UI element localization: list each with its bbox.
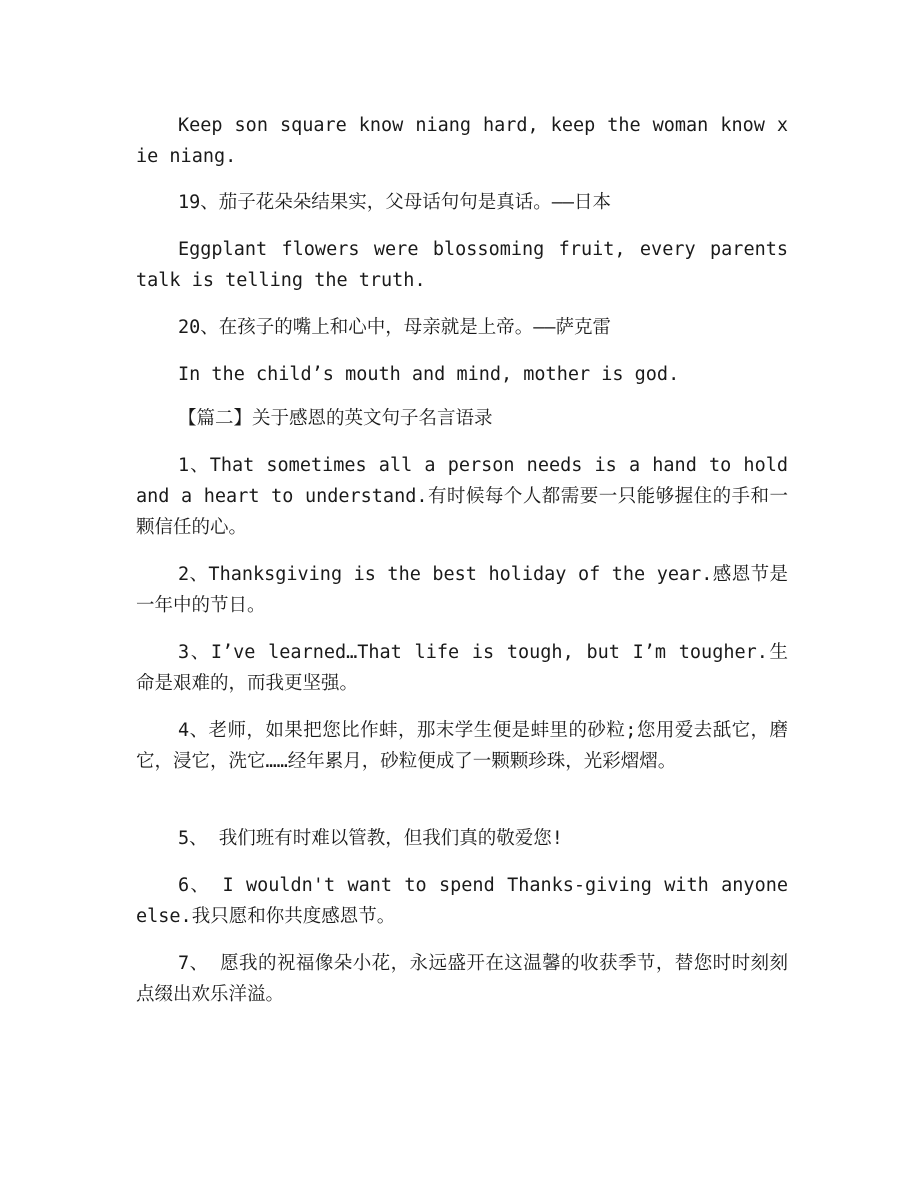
paragraph-quote-2: 2、Thanksgiving is the best holiday of the year.感恩节是一年中的节日。 <box>136 564 788 616</box>
paragraph-quote-6: 6、 I wouldn't want to spend Thanks-giving with anyone else.我只愿和你共度感恩节。 <box>136 875 788 927</box>
paragraph-quote-5: 5、 我们班有时难以管教，但我们真的敬爱您! <box>178 828 563 849</box>
paragraph-proverb-20-chinese: 20、在孩子的嘴上和心中，母亲就是上帝。——萨克雷 <box>178 317 612 338</box>
paragraph-quote-1: 1、That sometimes all a person needs is a hand to hold and a heart to understand.有时候每个人都需要一只能够握住的手和一颗信任的心。 <box>136 455 788 538</box>
paragraph-proverb-english-18: Keep son square know niang hard, keep the woman know xie niang. <box>136 115 788 167</box>
paragraph-quote-7: 7、 愿我的祝福像朵小花，永远盛开在这温馨的收获季节，替您时时刻刻点缀出欢乐洋溢。 <box>136 953 788 1005</box>
paragraph-proverb-20-english: In the child’s mouth and mind, mother is god. <box>178 364 680 385</box>
paragraph-quote-3: 3、I’ve learned…That life is tough, but I’m tougher.生命是艰难的，而我更坚强。 <box>136 642 788 694</box>
paragraph-quote-4: 4、老师，如果把您比作蚌，那末学生便是蚌里的砂粒;您用爱去舐它，磨它，浸它，洗它……经年累月，砂粒便成了一颗颗珍珠，光彩熠熠。 <box>136 720 788 772</box>
paragraph-proverb-19-english: Eggplant flowers were blossoming fruit, every parents talk is telling the truth. <box>136 239 788 291</box>
paragraph-proverb-19-chinese: 19、茄子花朵朵结果实，父母话句句是真话。——日本 <box>178 192 612 213</box>
section-heading-part-two: 【篇二】关于感恩的英文句子名言语录 <box>178 408 493 429</box>
